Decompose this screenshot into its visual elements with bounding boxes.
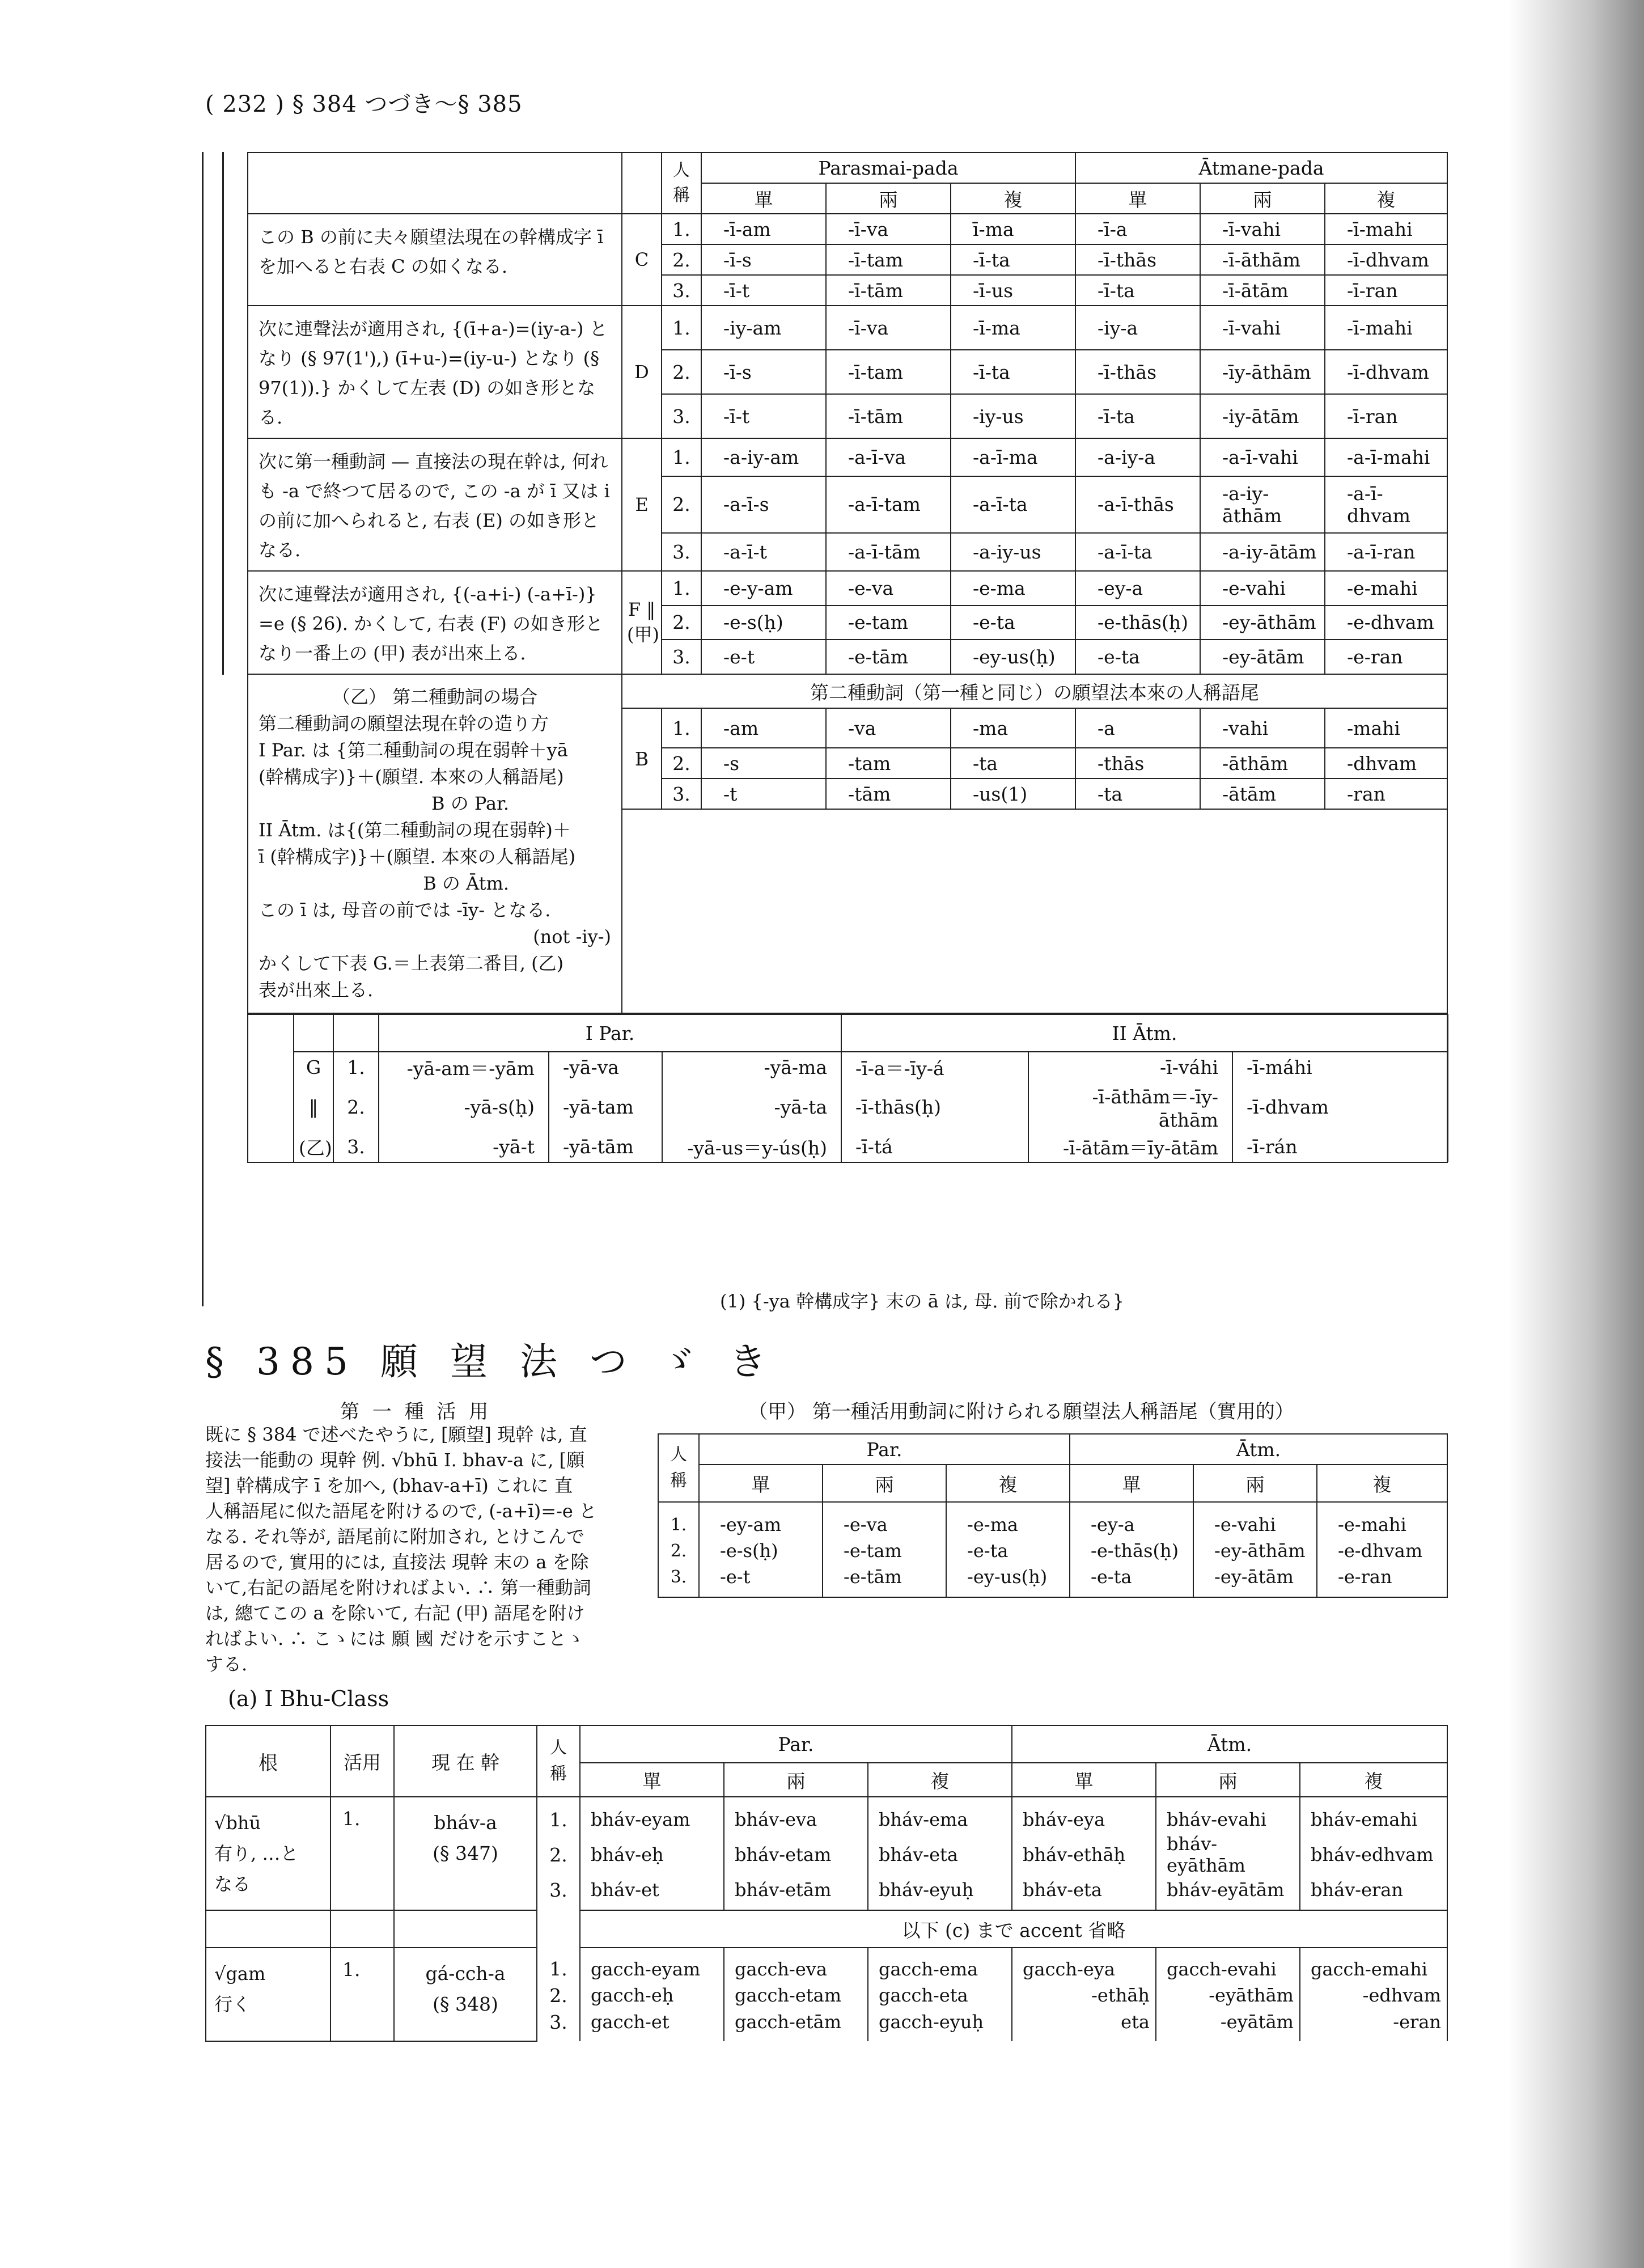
ending-cell: -iy-us bbox=[951, 394, 1075, 438]
accent-note: 以下 (c) まで accent 省略 bbox=[580, 1910, 1447, 1948]
ending-cell: -t bbox=[701, 778, 826, 809]
ending-cell: -āthām bbox=[1200, 748, 1325, 778]
person-number: 2. bbox=[662, 606, 701, 640]
root: √bhū bbox=[214, 1812, 261, 1834]
person-number: 3. bbox=[537, 2011, 580, 2041]
ending-cell: -a-iy-āthām bbox=[1200, 476, 1325, 533]
number-header: 兩 bbox=[1200, 183, 1325, 214]
ending-cell: -e-mahi bbox=[1325, 571, 1447, 606]
ending-cell: -yā-ta bbox=[662, 1082, 841, 1131]
bhu-class-table bbox=[205, 1725, 1448, 2042]
ending-cell: -ī-ta bbox=[951, 244, 1075, 275]
section-title: § 385 願 望 法 つ ゞ き bbox=[205, 1340, 777, 1383]
number-header: 複 bbox=[1325, 183, 1447, 214]
class-header: 活用 bbox=[331, 1725, 394, 1797]
ending-cell: -īy-āthām bbox=[1200, 350, 1325, 394]
ending-cell: -e-thās(ḥ) bbox=[1070, 1535, 1193, 1566]
ending-cell: -yā-ma bbox=[662, 1052, 841, 1082]
ending-cell: -ī-s bbox=[701, 244, 826, 275]
root: √gam bbox=[214, 1963, 266, 1984]
ending-cell: -ey-a bbox=[1070, 1502, 1193, 1535]
row-description: 次に連聲法が適用され, {(-a+i-) (-a+ī-)} =e (§ 26). かくして, 右表 (F) の如き形となり一番上の (甲) 表が出來上る. bbox=[248, 571, 622, 674]
person-number: 2. bbox=[662, 748, 701, 778]
ending-cell: -ātām bbox=[1200, 778, 1325, 809]
ending-cell: -ī-vahi bbox=[1200, 306, 1325, 350]
ending-cell: -yā-t bbox=[379, 1131, 549, 1162]
ending-cell: -a-iy-am bbox=[701, 438, 826, 476]
ending-cell: -a-ī-dhvam bbox=[1325, 476, 1447, 533]
ending-cell: -a-iy-a bbox=[1075, 438, 1200, 476]
ending-cell: -ey-āthām bbox=[1193, 1535, 1317, 1566]
ending-cell: -ey-āthām bbox=[1200, 606, 1325, 640]
ending-cell: -e-ma bbox=[946, 1502, 1070, 1535]
ending-cell: -yā-tām bbox=[549, 1131, 662, 1162]
person-number: 2. bbox=[662, 244, 701, 275]
number-header: 複 bbox=[946, 1465, 1070, 1502]
description-line: B の Par. bbox=[431, 793, 509, 814]
g-label: (乙) bbox=[294, 1131, 333, 1162]
stem-cell bbox=[394, 1948, 537, 2041]
ending-cell: -a bbox=[1075, 708, 1200, 748]
description-line: 表が出來上る. bbox=[259, 979, 374, 1001]
person-number: 3. bbox=[662, 640, 701, 674]
form-cell: eta bbox=[1012, 2011, 1156, 2041]
person-number: 3. bbox=[662, 533, 701, 571]
form-cell: bháv-eta bbox=[1012, 1878, 1156, 1910]
ending-cell: -ey-us(ḥ) bbox=[951, 640, 1075, 674]
description-line: B の Ātm. bbox=[423, 873, 509, 894]
number-header: 複 bbox=[951, 183, 1075, 214]
ending-cell: -ey-am bbox=[699, 1502, 823, 1535]
person-number: 3. bbox=[662, 394, 701, 438]
person-number: 1. bbox=[662, 306, 701, 350]
ending-cell: -e-vahi bbox=[1193, 1502, 1317, 1535]
ending-cell: -e-ta bbox=[946, 1535, 1070, 1566]
ending-cell: -a-ī-thās bbox=[1075, 476, 1200, 533]
blank-cell bbox=[537, 1910, 580, 1948]
ending-cell: -vahi bbox=[1200, 708, 1325, 748]
paragraph-line: 望] 幹構成字 ī を加へ, (bhav-a+ī) これに 直 bbox=[205, 1475, 573, 1496]
form-cell: bháv-etam bbox=[724, 1832, 868, 1878]
ending-cell: -ey-ātām bbox=[1200, 640, 1325, 674]
ending-cell: -e-va bbox=[823, 1502, 946, 1535]
ending-cell: -a-ī-ta bbox=[951, 476, 1075, 533]
ending-cell: -a-ī-vahi bbox=[1200, 438, 1325, 476]
blank-cell bbox=[206, 1910, 331, 1948]
ending-cell: -ī-va bbox=[826, 214, 951, 244]
ending-cell: -ī-dhvam bbox=[1232, 1082, 1448, 1131]
ending-cell: -e-ta bbox=[1070, 1566, 1193, 1597]
form-cell: gacch-ema bbox=[868, 1948, 1012, 1980]
person-number: 2. bbox=[537, 1980, 580, 2011]
stem-cell bbox=[394, 1797, 537, 1910]
row-label: D bbox=[622, 306, 662, 438]
g-atm-header: II Ātm. bbox=[841, 1014, 1448, 1052]
second-class-header: 第二種動詞（第一種と同じ）の願望法本來の人稱語尾 bbox=[622, 674, 1447, 708]
blank-cell bbox=[331, 1910, 394, 1948]
ending-cell: -ī-ātām bbox=[1200, 275, 1325, 306]
ending-cell: -tām bbox=[826, 778, 951, 809]
form-cell: gacch-eyam bbox=[580, 1948, 724, 1980]
blank-cell bbox=[622, 153, 662, 214]
person-number: 2. bbox=[333, 1082, 379, 1131]
ending-cell: -ī-tam bbox=[826, 244, 951, 275]
ending-cell: -yā-va bbox=[549, 1052, 662, 1082]
ending-cell: -a-ī-mahi bbox=[1325, 438, 1447, 476]
ending-cell: -a-iy-ātām bbox=[1200, 533, 1325, 571]
ending-cell: -ran bbox=[1325, 778, 1447, 809]
person-header: 人稱 bbox=[658, 1434, 699, 1502]
paragraph-line: 居るので, 實用的には, 直接法 現幹 末の a を除 bbox=[205, 1551, 589, 1573]
paragraph-line: は, 總てこの a を除いて, 右記 (甲) 語尾を附け bbox=[205, 1602, 585, 1624]
ending-cell: -ī-va bbox=[826, 306, 951, 350]
ending-cell: -ī-ma bbox=[951, 306, 1075, 350]
paragraph-line: なる. それ等が, 語尾前に附加され, とけこんで bbox=[205, 1526, 585, 1547]
form-cell: -edhvam bbox=[1300, 1980, 1447, 2011]
person-number: 1. bbox=[662, 571, 701, 606]
person-number: 2. bbox=[662, 476, 701, 533]
ending-cell: -mahi bbox=[1325, 708, 1447, 748]
number-header: 複 bbox=[868, 1763, 1012, 1797]
person-number: 1. bbox=[537, 1797, 580, 1832]
form-cell: bháv-evahi bbox=[1156, 1797, 1300, 1832]
ending-cell: -e-s(ḥ) bbox=[699, 1535, 823, 1566]
atm-header: Ātm. bbox=[1012, 1725, 1447, 1763]
ending-cell: -e-ran bbox=[1325, 640, 1447, 674]
form-cell: bháv-eyuḥ bbox=[868, 1878, 1012, 1910]
ending-cell: -ī-ran bbox=[1325, 275, 1447, 306]
second-class-description bbox=[248, 674, 622, 1013]
page-edge-shadow bbox=[1508, 0, 1644, 2268]
ending-cell: -ī-váhi bbox=[1028, 1052, 1232, 1082]
ending-cell: -ī-ran bbox=[1325, 394, 1447, 438]
ending-cell: -ī-t bbox=[701, 275, 826, 306]
ending-cell: -ī-s bbox=[701, 350, 826, 394]
person-number: 3. bbox=[658, 1566, 699, 1597]
ending-cell: -ey-ātām bbox=[1193, 1566, 1317, 1597]
number-header: 單 bbox=[1070, 1465, 1193, 1502]
ending-cell: -e-t bbox=[699, 1566, 823, 1597]
number-header: 複 bbox=[1317, 1465, 1447, 1502]
description-line: ī (幹構成字)}＋(願望. 本來の人稱語尾) bbox=[259, 846, 576, 868]
ending-cell: -ī-thās(ḥ) bbox=[841, 1082, 1028, 1131]
form-cell: bháv-eḥ bbox=[580, 1832, 724, 1878]
ending-cell: -ī-tām bbox=[826, 275, 951, 306]
form-cell: gacch-emahi bbox=[1300, 1948, 1447, 1980]
ending-cell: -ī-ta bbox=[951, 350, 1075, 394]
section-paragraph bbox=[205, 1422, 647, 1677]
ending-cell: -ī-thās bbox=[1075, 350, 1200, 394]
g-table bbox=[248, 1014, 1448, 1162]
ending-cell: -e-tam bbox=[826, 606, 951, 640]
root-gloss: 行く bbox=[214, 1994, 251, 2015]
person-number: 1. bbox=[537, 1948, 580, 1980]
paragraph-line: 接法一能動の 現幹 例. √bhū I. bhav-a に, [願 bbox=[205, 1449, 585, 1471]
ending-cell: -a-ī-tam bbox=[826, 476, 951, 533]
blank-cell bbox=[248, 153, 622, 214]
g-label: G bbox=[294, 1052, 333, 1082]
ending-cell: -a-ī-s bbox=[701, 476, 826, 533]
ending-cell: -iy-a bbox=[1075, 306, 1200, 350]
ending-cell: -ī-a bbox=[1075, 214, 1200, 244]
ending-cell: -e-vahi bbox=[1200, 571, 1325, 606]
ending-cell: -e-va bbox=[826, 571, 951, 606]
description-line: II Ātm. は{(第二種動詞の現在弱幹)＋ bbox=[259, 819, 571, 841]
ending-cell: -ī-mahi bbox=[1325, 214, 1447, 244]
person-number: 2. bbox=[662, 350, 701, 394]
form-cell: gacch-eya bbox=[1012, 1948, 1156, 1980]
number-header: 單 bbox=[1012, 1763, 1156, 1797]
ending-cell: -e-dhvam bbox=[1317, 1535, 1447, 1566]
class-cell: 1. bbox=[331, 1948, 394, 2041]
class-cell: 1. bbox=[331, 1797, 394, 1910]
margin-bracket bbox=[222, 152, 224, 675]
root-gloss: 有り, …と なる bbox=[214, 1843, 299, 1895]
ending-cell: -ī-āthām＝-īy-āthām bbox=[1028, 1082, 1232, 1131]
ending-cell: -e-dhvam bbox=[1325, 606, 1447, 640]
ending-cell: -iy-am bbox=[701, 306, 826, 350]
number-header: 兩 bbox=[823, 1465, 946, 1502]
stem: bháv-a bbox=[434, 1812, 497, 1834]
ending-cell: -iy-ātām bbox=[1200, 394, 1325, 438]
number-header: 單 bbox=[580, 1763, 724, 1797]
form-cell: bháv-emahi bbox=[1300, 1797, 1447, 1832]
paragraph-line: 人稱語尾に似た語尾を附けるので, (-a+ī)=-e と bbox=[205, 1500, 597, 1522]
number-header: 複 bbox=[1300, 1763, 1447, 1797]
page-header: ( 232 ) § 384 つづき〜§ 385 bbox=[205, 91, 523, 117]
person-number: 1. bbox=[658, 1502, 699, 1535]
person-number: 1. bbox=[333, 1052, 379, 1082]
ending-cell: -ī-ta bbox=[1075, 275, 1200, 306]
ending-cell: -ī-t bbox=[701, 394, 826, 438]
ending-cell: -tam bbox=[826, 748, 951, 778]
description-line: この ī は, 母音の前では -īy- となる. bbox=[259, 899, 551, 921]
ending-cell: -thās bbox=[1075, 748, 1200, 778]
stem-reference: (§ 347) bbox=[433, 1842, 498, 1864]
person-number: 3. bbox=[537, 1878, 580, 1910]
ending-table-title: （甲） 第一種活用動詞に附けられる願望法人稱語尾（實用的） bbox=[748, 1400, 1294, 1423]
par-header: Par. bbox=[580, 1725, 1012, 1763]
ending-cell: -e-mahi bbox=[1317, 1502, 1447, 1535]
person-header: 人稱 bbox=[537, 1725, 580, 1797]
ending-cell: -e-tām bbox=[826, 640, 951, 674]
blank-cell bbox=[294, 1014, 333, 1052]
ending-cell: -a-ī-t bbox=[701, 533, 826, 571]
parasmai-header: Parasmai-pada bbox=[701, 153, 1075, 183]
form-cell: bháv-eyātām bbox=[1156, 1878, 1300, 1910]
form-cell: bháv-edhvam bbox=[1300, 1832, 1447, 1878]
form-cell: bháv-et bbox=[580, 1878, 724, 1910]
ending-cell: -yā-tam bbox=[549, 1082, 662, 1131]
paragraph-line: する. bbox=[205, 1653, 248, 1675]
form-cell: bháv-ethāḥ bbox=[1012, 1832, 1156, 1878]
ending-cell: -e-ran bbox=[1317, 1566, 1447, 1597]
person-number: 2. bbox=[537, 1832, 580, 1878]
form-cell: -ethāḥ bbox=[1012, 1980, 1156, 2011]
form-cell: -eyāthām bbox=[1156, 1980, 1300, 2011]
form-cell: bháv-etām bbox=[724, 1878, 868, 1910]
ending-cell: -e-ta bbox=[1075, 640, 1200, 674]
ending-cell: -a-ī-va bbox=[826, 438, 951, 476]
form-cell: -eran bbox=[1300, 2011, 1447, 2041]
row-label: B bbox=[622, 708, 662, 809]
stem: gá-cch-a bbox=[425, 1962, 506, 1984]
ending-cell: -ī-dhvam bbox=[1325, 350, 1447, 394]
ending-cell: -ta bbox=[1075, 778, 1200, 809]
form-cell: gacch-etām bbox=[724, 2011, 868, 2041]
blank-cell bbox=[333, 1014, 379, 1052]
ending-cell: -e-y-am bbox=[701, 571, 826, 606]
description-line: （乙） 第二種動詞の場合 bbox=[332, 686, 538, 708]
root-cell bbox=[206, 1797, 331, 1910]
g-par-header: I Par. bbox=[379, 1014, 841, 1052]
person-number: 3. bbox=[662, 778, 701, 809]
row-label: F ‖ (甲) bbox=[622, 571, 662, 674]
ending-cell: -us(1) bbox=[951, 778, 1075, 809]
row-label: C bbox=[622, 214, 662, 306]
ending-cell: -dhvam bbox=[1325, 748, 1447, 778]
number-header: 兩 bbox=[826, 183, 951, 214]
form-cell: bháv-eta bbox=[868, 1832, 1012, 1878]
ending-cell: -yā-am＝-yām bbox=[379, 1052, 549, 1082]
person-header: 人稱 bbox=[662, 153, 701, 214]
form-cell: gacch-eḥ bbox=[580, 1980, 724, 2011]
blank-cell bbox=[394, 1910, 537, 1948]
section-subtitle: 第 一 種 活 用 bbox=[340, 1400, 492, 1423]
description-line: I Par. は {第二種動詞の現在弱幹＋yā bbox=[259, 739, 568, 761]
description-line: (not -iy-) bbox=[533, 926, 611, 947]
person-number: 3. bbox=[333, 1131, 379, 1162]
row-description: 次に連聲法が適用され, {(ī+a-)=(iy-a-) となり (§ 97(1'),) (ī+u-)=(iy-u-) となり (§ 97(1)).} かくして左表 (D) の如き形となる. bbox=[248, 306, 622, 438]
person-number: 1. bbox=[662, 438, 701, 476]
ending-cell: -ta bbox=[951, 748, 1075, 778]
ending-cell: -va bbox=[826, 708, 951, 748]
ending-cell: -e-tam bbox=[823, 1535, 946, 1566]
ending-cell: -ī-tām bbox=[826, 394, 951, 438]
number-header: 單 bbox=[1075, 183, 1200, 214]
description-line: かくして下表 G.＝上表第二番目, (乙) bbox=[259, 953, 564, 974]
row-description: 次に第一種動詞 — 直接法の現在幹は, 何れも -a で終つて居るので, この -a が ī 又は i の前に加へられると, 右表 (E) の如き形となる. bbox=[248, 438, 622, 571]
person-number: 2. bbox=[658, 1535, 699, 1566]
root-header: 根 bbox=[206, 1725, 331, 1797]
person-number: 1. bbox=[662, 214, 701, 244]
form-cell: bháv-eya bbox=[1012, 1797, 1156, 1832]
g-table-wrapper bbox=[248, 1013, 1447, 1162]
atm-header: Ātm. bbox=[1070, 1434, 1447, 1465]
form-cell: bháv-eran bbox=[1300, 1878, 1447, 1910]
ending-cell: -e-s(ḥ) bbox=[701, 606, 826, 640]
person-number: 1. bbox=[662, 708, 701, 748]
ending-cell: -e-t bbox=[701, 640, 826, 674]
ending-cell: -ī-dhvam bbox=[1325, 244, 1447, 275]
stem-reference: (§ 348) bbox=[433, 1993, 498, 2015]
ending-cell: -a-ī-ma bbox=[951, 438, 1075, 476]
ending-cell: -ī-tam bbox=[826, 350, 951, 394]
ending-cell: -ī-us bbox=[951, 275, 1075, 306]
number-header: 兩 bbox=[1193, 1465, 1317, 1502]
ending-cell: -ī-thās bbox=[1075, 244, 1200, 275]
row-description: この B の前に夫々願望法現在の幹構成字 ī を加へると右表 C の如くなる. bbox=[248, 214, 622, 306]
ending-cell: -ma bbox=[951, 708, 1075, 748]
paragraph-line: ればよい. ∴ こゝには 願 國 だけを示すことゝ bbox=[205, 1628, 585, 1649]
paragraph-line: いて,右記の語尾を附ければよい. ∴ 第一種動詞 bbox=[205, 1577, 591, 1598]
root-cell bbox=[206, 1948, 331, 2041]
number-header: 單 bbox=[701, 183, 826, 214]
ending-cell: -e-ma bbox=[951, 571, 1075, 606]
form-cell: bháv-eva bbox=[724, 1797, 868, 1832]
ending-cell: -ī-āthām bbox=[1200, 244, 1325, 275]
bhu-class-title: (a) I Bhu-Class bbox=[228, 1686, 389, 1711]
ending-cell: -s bbox=[701, 748, 826, 778]
ending-table bbox=[658, 1433, 1448, 1598]
form-cell: gacch-eva bbox=[724, 1948, 868, 1980]
ending-cell: -ī-rán bbox=[1232, 1131, 1448, 1162]
person-number: 3. bbox=[662, 275, 701, 306]
form-cell: bháv-ema bbox=[868, 1797, 1012, 1832]
par-header: Par. bbox=[699, 1434, 1070, 1465]
ending-cell: -a-ī-tām bbox=[826, 533, 951, 571]
ending-cell: ī-ma bbox=[951, 214, 1075, 244]
ending-cell: -yā-s(ḥ) bbox=[379, 1082, 549, 1131]
ending-cell: -am bbox=[701, 708, 826, 748]
ending-cell: -ī-máhi bbox=[1232, 1052, 1448, 1082]
ending-cell: -ī-mahi bbox=[1325, 306, 1447, 350]
ending-cell: -e-tām bbox=[823, 1566, 946, 1597]
row-label: E bbox=[622, 438, 662, 571]
number-header: 兩 bbox=[724, 1763, 868, 1797]
form-cell: bháv-eyam bbox=[580, 1797, 724, 1832]
blank-cell bbox=[622, 809, 1447, 1013]
form-cell: bháv-eyāthām bbox=[1156, 1832, 1300, 1878]
ending-cell: -ī-ātām＝īy-ātām bbox=[1028, 1131, 1232, 1162]
footnote: (1) {-ya 幹構成字} 末の ā は, 母. 前で除かれる} bbox=[720, 1290, 1125, 1312]
stem-header: 現 在 幹 bbox=[394, 1725, 537, 1797]
ending-cell: -ey-a bbox=[1075, 571, 1200, 606]
number-header: 單 bbox=[699, 1465, 823, 1502]
ending-cell: -ī-tá bbox=[841, 1131, 1028, 1162]
ending-cell: -ī-am bbox=[701, 214, 826, 244]
ending-cell: -a-iy-us bbox=[951, 533, 1075, 571]
conjugation-table-top bbox=[247, 152, 1448, 1163]
number-header: 兩 bbox=[1156, 1763, 1300, 1797]
ending-cell: -ey-us(ḥ) bbox=[946, 1566, 1070, 1597]
ending-cell: -a-ī-ran bbox=[1325, 533, 1447, 571]
form-cell: gacch-etam bbox=[724, 1980, 868, 2011]
ending-cell: -e-thās(ḥ) bbox=[1075, 606, 1200, 640]
form-cell: -eyātām bbox=[1156, 2011, 1300, 2041]
atmane-header: Ātmane-pada bbox=[1075, 153, 1447, 183]
ending-cell: -ī-vahi bbox=[1200, 214, 1325, 244]
ending-cell: -yā-us＝y-ús(ḥ) bbox=[662, 1131, 841, 1162]
ending-cell: -a-ī-ta bbox=[1075, 533, 1200, 571]
margin-bracket bbox=[202, 152, 204, 1306]
form-cell: gacch-evahi bbox=[1156, 1948, 1300, 1980]
description-line: 第二種動詞の願望法現在幹の造り方 bbox=[259, 713, 549, 734]
blank-cell bbox=[248, 1014, 294, 1162]
description-line: (幹構成字)}＋(願望. 本來の人稱語尾) bbox=[259, 766, 564, 788]
g-label: ‖ bbox=[294, 1082, 333, 1131]
form-cell: gacch-eta bbox=[868, 1980, 1012, 2011]
form-cell: gacch-eyuḥ bbox=[868, 2011, 1012, 2041]
ending-cell: -ī-a＝-īy-á bbox=[841, 1052, 1028, 1082]
ending-cell: -e-ta bbox=[951, 606, 1075, 640]
ending-cell: -ī-ta bbox=[1075, 394, 1200, 438]
paragraph-line: 既に § 384 で述べたやうに, [願望] 現幹 は, 直 bbox=[205, 1424, 587, 1445]
form-cell: gacch-et bbox=[580, 2011, 724, 2041]
